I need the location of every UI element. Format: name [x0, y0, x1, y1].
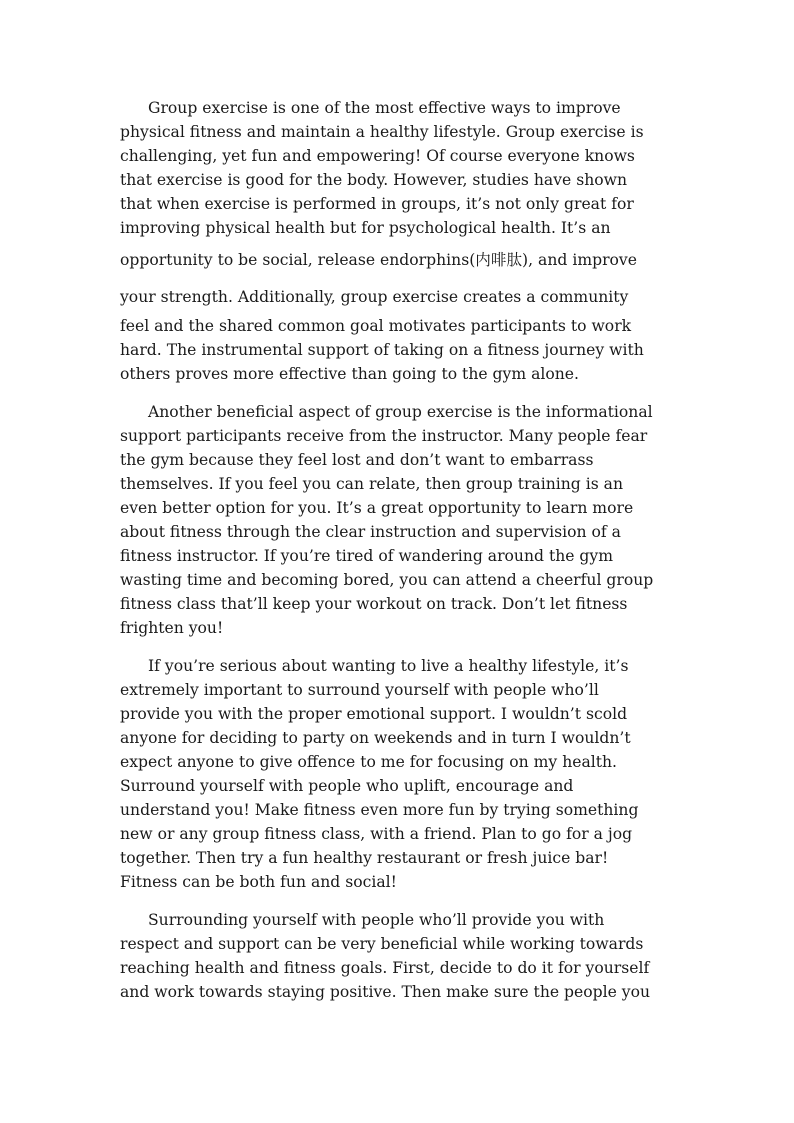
paragraph-group-exercise-intro: [120, 96, 680, 386]
text-line: extremely important to surround yourself with people who’ll: [120, 681, 599, 699]
text-line: reaching health and fitness goals. First, decide to do it for yourself: [120, 959, 650, 977]
text-line: that exercise is good for the body. However, studies have shown: [120, 171, 628, 189]
text-line: challenging, yet fun and empowering! Of course everyone knows: [120, 147, 635, 165]
text-line: frighten you!: [120, 619, 224, 637]
text-line: If you’re serious about wanting to live a healthy lifestyle, it’s: [148, 657, 629, 675]
text-line: physical fitness and maintain a healthy lifestyle. Group exercise is: [120, 123, 644, 141]
text-line: the gym because they feel lost and don’t want to embarrass: [120, 451, 594, 469]
text-line: about fitness through the clear instruction and supervision of a: [120, 523, 621, 541]
text-line: your strength. Additionally, group exercise creates a community: [120, 288, 629, 306]
text-line: provide you with the proper emotional support. I wouldn’t scold: [120, 705, 628, 723]
text-line: others proves more effective than going to the gym alone.: [120, 365, 579, 383]
text-line: together. Then try a fun healthy restaurant or fresh juice bar!: [120, 849, 609, 867]
text-line: wasting time and becoming bored, you can attend a cheerful group: [120, 571, 654, 589]
text-line: respect and support can be very beneficial while working towards: [120, 935, 644, 953]
paragraph-informational-support: [120, 400, 680, 640]
text-line: even better option for you. It’s a great opportunity to learn more: [120, 499, 634, 517]
text-line: Group exercise is one of the most effective ways to improve: [148, 99, 621, 117]
text-line: that when exercise is performed in groups, it’s not only great for: [120, 195, 634, 213]
paragraph-respect-and-support: [120, 908, 680, 1004]
text-line: support participants receive from the instructor. Many people fear: [120, 427, 648, 445]
text-line: expect anyone to give offence to me for focusing on my health.: [120, 753, 618, 771]
paragraph-emotional-support: [120, 654, 680, 894]
text-line: fitness instructor. If you’re tired of wandering around the gym: [120, 547, 614, 565]
text-line: improving physical health but for psychological health. It’s an: [120, 219, 611, 237]
text-line: fitness class that’ll keep your workout on track. Don’t let fitness: [120, 595, 628, 613]
text-line: Surround yourself with people who uplift, encourage and: [120, 777, 574, 795]
text-line: and work towards staying positive. Then make sure the people you: [120, 983, 651, 1001]
text-line: themselves. If you feel you can relate, then group training is an: [120, 475, 624, 493]
text-line: opportunity to be social, release endorphins(内啡肽), and improve: [120, 251, 637, 269]
document-body: [120, 96, 680, 1018]
text-line: Fitness can be both fun and social!: [120, 873, 397, 891]
text-line: Surrounding yourself with people who’ll provide you with: [148, 911, 605, 929]
text-line: Another beneficial aspect of group exercise is the informational: [148, 403, 653, 421]
text-line: hard. The instrumental support of taking on a fitness journey with: [120, 341, 644, 359]
text-line: understand you! Make fitness even more fun by trying something: [120, 801, 639, 819]
text-line: new or any group fitness class, with a friend. Plan to go for a jog: [120, 825, 633, 843]
text-line: anyone for deciding to party on weekends and in turn I wouldn’t: [120, 729, 631, 747]
text-line: feel and the shared common goal motivates participants to work: [120, 317, 632, 335]
